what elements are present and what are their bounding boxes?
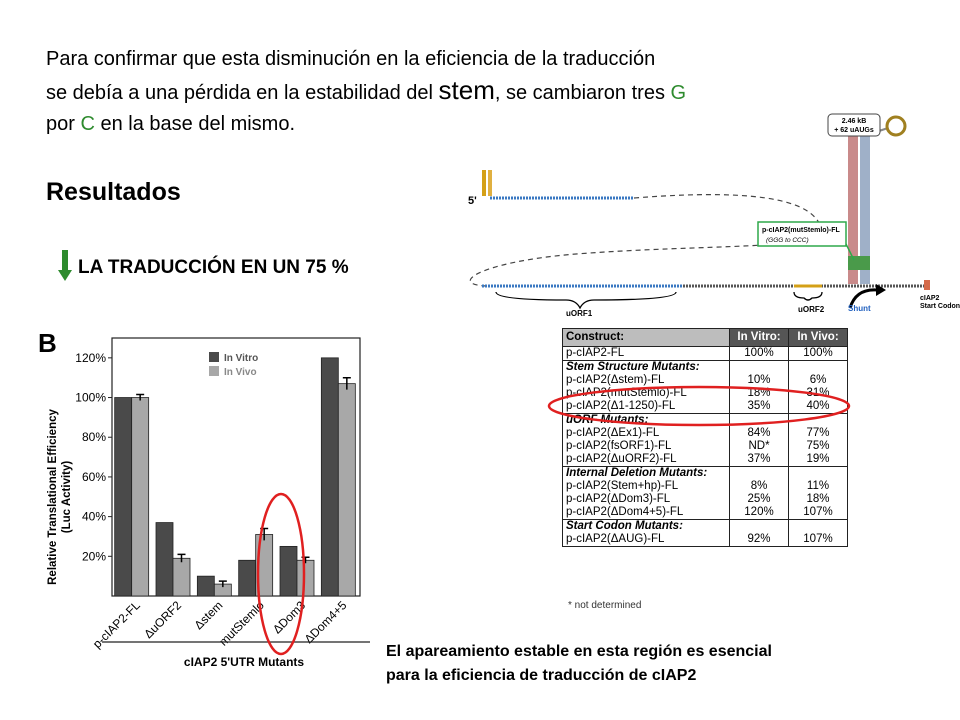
stem-word: stem xyxy=(438,75,495,105)
y-tick-label: 20% xyxy=(81,549,106,564)
table-section-header xyxy=(563,520,848,534)
construct-cell: p-cIAP2(Δstem)-FL xyxy=(566,374,665,386)
table-header xyxy=(563,329,848,347)
table-row xyxy=(563,453,848,467)
in-vitro-cell: 84% xyxy=(730,427,789,440)
construct-cell: Internal Deletion Mutants: xyxy=(563,467,730,481)
bar-in-vivo xyxy=(338,384,355,596)
shunt-label: Shunt xyxy=(848,304,871,313)
bar-in-vivo xyxy=(173,558,190,596)
y-tick-label: 60% xyxy=(81,469,106,484)
table-row xyxy=(563,533,848,547)
y-tick-label: 120% xyxy=(75,350,106,365)
bar-in-vitro xyxy=(156,523,173,596)
in-vitro-cell: 25% xyxy=(730,493,789,506)
chart-legend xyxy=(209,352,258,378)
caption-line-2: para la eficiencia de traducción de cIAP2 xyxy=(386,667,697,684)
results-heading: Resultados xyxy=(46,178,181,206)
table-row xyxy=(563,506,848,520)
x-tick-label: mutStemlo xyxy=(216,598,267,649)
bar-in-vitro xyxy=(115,398,132,596)
y-tick-label: 40% xyxy=(81,509,106,524)
length-label: 2.46 kB xyxy=(841,118,867,125)
in-vivo-cell: 107% xyxy=(789,533,848,547)
in-vitro-cell xyxy=(730,467,789,481)
cap-marker xyxy=(488,170,492,196)
down-arrow-icon xyxy=(58,250,72,282)
table-row xyxy=(563,347,848,361)
construct-cell: uORF Mutants: xyxy=(563,414,730,428)
construct-cell: p-cIAP2(ΔuORF2)-FL xyxy=(566,453,677,465)
uorf2-brace xyxy=(794,292,822,300)
hairpin-loop xyxy=(887,117,905,135)
bar-in-vitro xyxy=(197,576,214,596)
in-vivo-cell: 77% xyxy=(789,427,848,440)
in-vitro-cell: 37% xyxy=(730,453,789,467)
reduction-subtitle: LA TRADUCCIÓN EN UN 75 % xyxy=(78,257,349,278)
x-axis-label: cIAP2 5'UTR Mutants xyxy=(183,655,305,669)
in-vitro-cell: 120% xyxy=(730,506,789,520)
in-vivo-cell: 107% xyxy=(789,506,848,520)
bar-in-vitro xyxy=(280,546,297,596)
uorf2-label: uORF2 xyxy=(798,305,825,314)
in-vivo-cell: 40% xyxy=(789,400,848,414)
in-vitro-cell: 92% xyxy=(730,533,789,547)
construct-cell: Stem Structure Mutants: xyxy=(563,361,730,375)
table-row xyxy=(563,440,848,453)
table-row xyxy=(563,480,848,493)
in-vitro-cell: 8% xyxy=(730,480,789,493)
construct-cell: p-cIAP2(ΔDom3)-FL xyxy=(566,493,671,505)
five-prime-label: 5' xyxy=(468,195,477,207)
x-tick-label: ΔDom4+5 xyxy=(301,598,350,647)
uorf1-label: uORF1 xyxy=(566,309,593,318)
in-vivo-cell xyxy=(789,520,848,534)
conclusion-caption xyxy=(386,640,772,688)
bar-in-vitro xyxy=(321,358,338,596)
legend-swatch-in-vitro xyxy=(209,352,219,362)
nucleotide-c: C xyxy=(80,113,95,135)
in-vivo-cell xyxy=(789,361,848,375)
table-header-cell: In Vivo: xyxy=(789,329,848,347)
table-section-header xyxy=(563,467,848,481)
construct-cell: p-cIAP2(fsORF1)-FL xyxy=(566,440,672,452)
cap-marker xyxy=(482,170,486,196)
y-axis-label: Relative Translational Efficiency xyxy=(47,409,59,585)
constructs-table xyxy=(562,328,848,547)
translational-efficiency-chart xyxy=(34,322,370,674)
in-vitro-cell: ND* xyxy=(730,440,789,453)
in-vitro-cell xyxy=(730,520,789,534)
construct-cell: p-cIAP2(ΔAUG)-FL xyxy=(566,533,665,545)
intro-line-2 xyxy=(46,75,826,109)
intro-text: por xyxy=(46,113,81,135)
caption-line-1: El apareamiento estable en esta región es esencial xyxy=(386,643,772,660)
x-tick-label: p-cIAP2-FL xyxy=(89,598,143,652)
legend-label-in-vivo: In Vivo xyxy=(224,367,257,378)
construct-cell: p-cIAP2(Stem+hp)-FL xyxy=(566,480,679,492)
table-row xyxy=(563,493,848,506)
panel-label: B xyxy=(38,328,57,358)
construct-cell: p-cIAP2(ΔDom4+5)-FL xyxy=(566,506,684,518)
legend-swatch-in-vivo xyxy=(209,366,219,376)
mutated-base xyxy=(848,256,870,270)
construct-cell: Start Codon Mutants: xyxy=(563,520,730,534)
table-header-cell: Construct: xyxy=(563,329,730,347)
construct-cell: p-cIAP2(Δ1-1250)-FL xyxy=(566,400,676,412)
table-header-cell: In Vitro: xyxy=(730,329,789,347)
table-footnote: * not determined xyxy=(568,600,642,611)
uaug-count: + 62 uAUGs xyxy=(834,127,874,134)
y-tick-label: 80% xyxy=(81,430,106,445)
x-tick-label: ΔDom3 xyxy=(269,598,309,637)
in-vivo-cell: 100% xyxy=(789,347,848,361)
mutant-label: p-cIAP2(mutStemlo)-FL xyxy=(762,227,840,234)
y-tick-label: 100% xyxy=(75,390,106,405)
bar-in-vivo xyxy=(132,398,149,596)
in-vitro-cell xyxy=(730,361,789,375)
x-tick-label: ΔuORF2 xyxy=(141,598,185,642)
legend-label-in-vitro: In Vitro xyxy=(224,353,259,364)
bar-in-vivo xyxy=(297,560,314,596)
in-vivo-cell xyxy=(789,467,848,481)
start-codon-line1: cIAP2 xyxy=(920,295,940,302)
intro-line-1: Para confirmar que esta disminución en la eficiencia de la traducción xyxy=(46,48,656,70)
start-codon-line2: Start Codon xyxy=(920,303,960,310)
rna-structure-diagram xyxy=(456,108,960,320)
construct-cell: p-cIAP2-FL xyxy=(563,347,730,361)
in-vitro-cell: 18% xyxy=(730,387,789,400)
bar-in-vitro xyxy=(239,560,256,596)
uorf1-brace xyxy=(496,292,676,308)
start-codon-marker xyxy=(924,280,930,290)
x-tick-label: Δstem xyxy=(191,598,226,633)
in-vivo-cell: 6% xyxy=(789,374,848,387)
highlight-ellipse-table xyxy=(544,384,854,430)
in-vitro-cell: 10% xyxy=(730,374,789,387)
mutant-sublabel: (GGG to CCC) xyxy=(766,237,809,244)
in-vivo-cell: 18% xyxy=(789,493,848,506)
in-vitro-cell: 35% xyxy=(730,400,789,414)
construct-cell: p-cIAP2(mutStemlo)-FL xyxy=(566,387,687,399)
construct-cell: p-cIAP2(ΔEx1)-FL xyxy=(566,427,660,439)
intro-text: en la base del mismo. xyxy=(94,113,296,135)
in-vitro-cell: 100% xyxy=(730,347,789,361)
intro-text: , se cambiaron tres xyxy=(494,82,671,104)
y-axis-label-unit: (Luc Activity) xyxy=(61,460,73,534)
in-vivo-cell: 75% xyxy=(789,440,848,453)
in-vivo-cell: 31% xyxy=(789,387,848,400)
table-section-header xyxy=(563,361,848,375)
intro-text: se debía a una pérdida en la estabilidad del xyxy=(46,82,439,104)
nucleotide-g: G xyxy=(670,82,687,104)
in-vivo-cell: 19% xyxy=(789,453,848,467)
in-vivo-cell: 11% xyxy=(789,480,848,493)
